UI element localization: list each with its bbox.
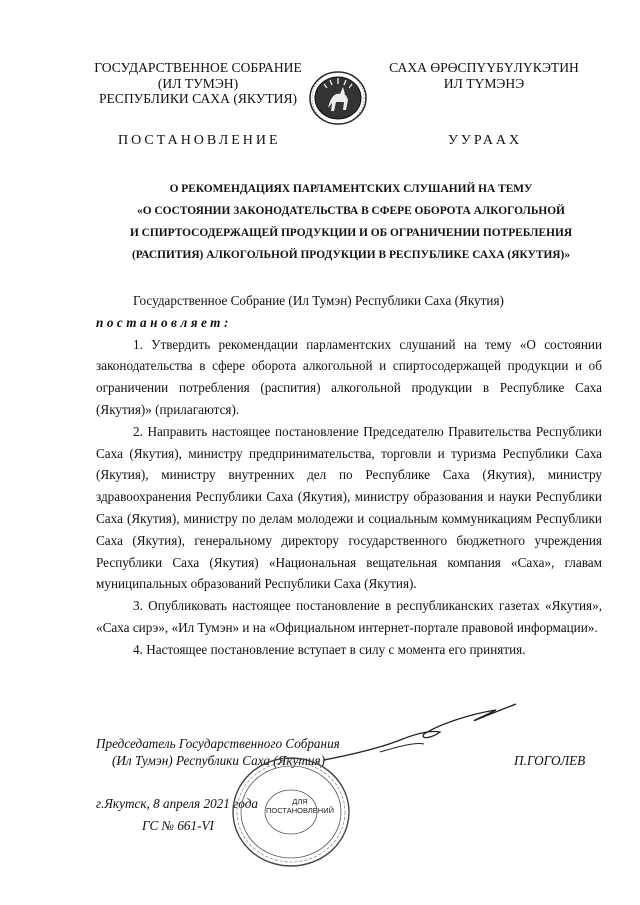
signatory-title-line-2: (Ил Тумэн) Республики Саха (Якутия) bbox=[112, 753, 326, 768]
coat-of-arms-icon bbox=[306, 70, 370, 126]
title-line-3: И СПИРТОСОДЕРЖАЩЕЙ ПРОДУКЦИИ И ОБ ОГРАНИЧЕНИИ ПОТРЕБЛЕНИЯ bbox=[129, 227, 573, 239]
issuer-name-russian bbox=[82, 60, 314, 107]
document-type-russian: ПОСТАНОВЛЕНИЕ bbox=[118, 133, 281, 148]
stamp-line-1: ДЛЯ bbox=[292, 797, 308, 806]
signatory-title: Председатель Государственного Собрания bbox=[96, 736, 340, 751]
issuer-line-2: (ИЛ ТУМЭН) bbox=[157, 75, 239, 91]
resolves-line bbox=[96, 312, 602, 334]
document-body bbox=[96, 290, 602, 661]
issuer-yakut-line-2: ИЛ ТҮМЭНЭ bbox=[443, 75, 525, 91]
handwritten-signature-icon bbox=[320, 700, 520, 770]
paragraph-4: 4. Настоящее постановление вступает в силу с момента его принятия. bbox=[133, 641, 526, 657]
document-number: ГС № 661-VI bbox=[142, 818, 214, 833]
title-line-2: «О СОСТОЯНИИ ЗАКОНОДАТЕЛЬСТВА В СФЕРЕ ОБОРОТА АЛКОГОЛЬНОЙ bbox=[137, 205, 565, 217]
paragraph-1: 1. Утвердить рекомендации парламентских слушаний на тему «О состоянии законодательства в сфере оборота алкогольной и спиртосодержащей продукции и об ограничении потребления (распития) алкогольной продукции в Республике Саха (Якутия)» (прилагаются). bbox=[96, 336, 602, 417]
place-and-date: г.Якутск, 8 апреля 2021 года bbox=[96, 796, 258, 811]
signatory-name: П.ГОГОЛЕВ bbox=[514, 753, 586, 768]
issuer-name-yakut bbox=[366, 60, 602, 91]
title-line-4: (РАСПИТИЯ) АЛКОГОЛЬНОЙ ПРОДУКЦИИ В РЕСПУБЛИКЕ САХА (ЯКУТИЯ)» bbox=[131, 249, 571, 261]
document-type-yakut: УУРААХ bbox=[448, 133, 523, 148]
issuer-line-3: РЕСПУБЛИКИ САХА (ЯКУТИЯ) bbox=[98, 91, 298, 106]
issuer-line-1: ГОСУДАРСТВЕННОЕ СОБРАНИЕ bbox=[94, 60, 302, 75]
paragraph-2: 2. Направить настоящее постановление Председателю Правительства Республики Саха (Якутия), министру предпринимательства, торговли и туризма Республики Саха (Якутия), министру внутренних дел по Республике Саха (Якутия), министру здравоохранения Республики Саха (Якутия), министру образования и науки Республики Саха (Якутия), министру по делам молодежи и социальным коммуникациям Республики Саха (Якутия), генеральному директору государственного бюджетного учреждения Республики Саха (Якутия) «Национальная вещательная компания «Саха», главам муниципальных образований Республики Саха (Якутия). bbox=[96, 423, 602, 592]
stamp-label bbox=[260, 797, 340, 815]
paragraph-3: 3. Опубликовать настоящее постановление в республиканских газетах «Якутия», «Саха сирэ», «Ил Тумэн» и на «Официальном интернет-портале правовой информации». bbox=[96, 598, 602, 635]
resolves-word: постановляет: bbox=[96, 314, 232, 330]
preamble-text: Государственное Собрание (Ил Тумэн) Республики Саха (Якутия) bbox=[133, 293, 504, 308]
preamble bbox=[96, 290, 602, 312]
title-line-1: О РЕКОМЕНДАЦИЯХ ПАРЛАМЕНТСКИХ СЛУШАНИЙ НА ТЕМУ bbox=[169, 183, 533, 195]
stamp-line-2: ПОСТАНОВЛЕНИЙ bbox=[265, 806, 335, 815]
document-title bbox=[96, 178, 606, 266]
issuer-yakut-line-1: САХА ӨРӨСПҮҮБҮЛҮКЭТИН bbox=[389, 60, 579, 75]
